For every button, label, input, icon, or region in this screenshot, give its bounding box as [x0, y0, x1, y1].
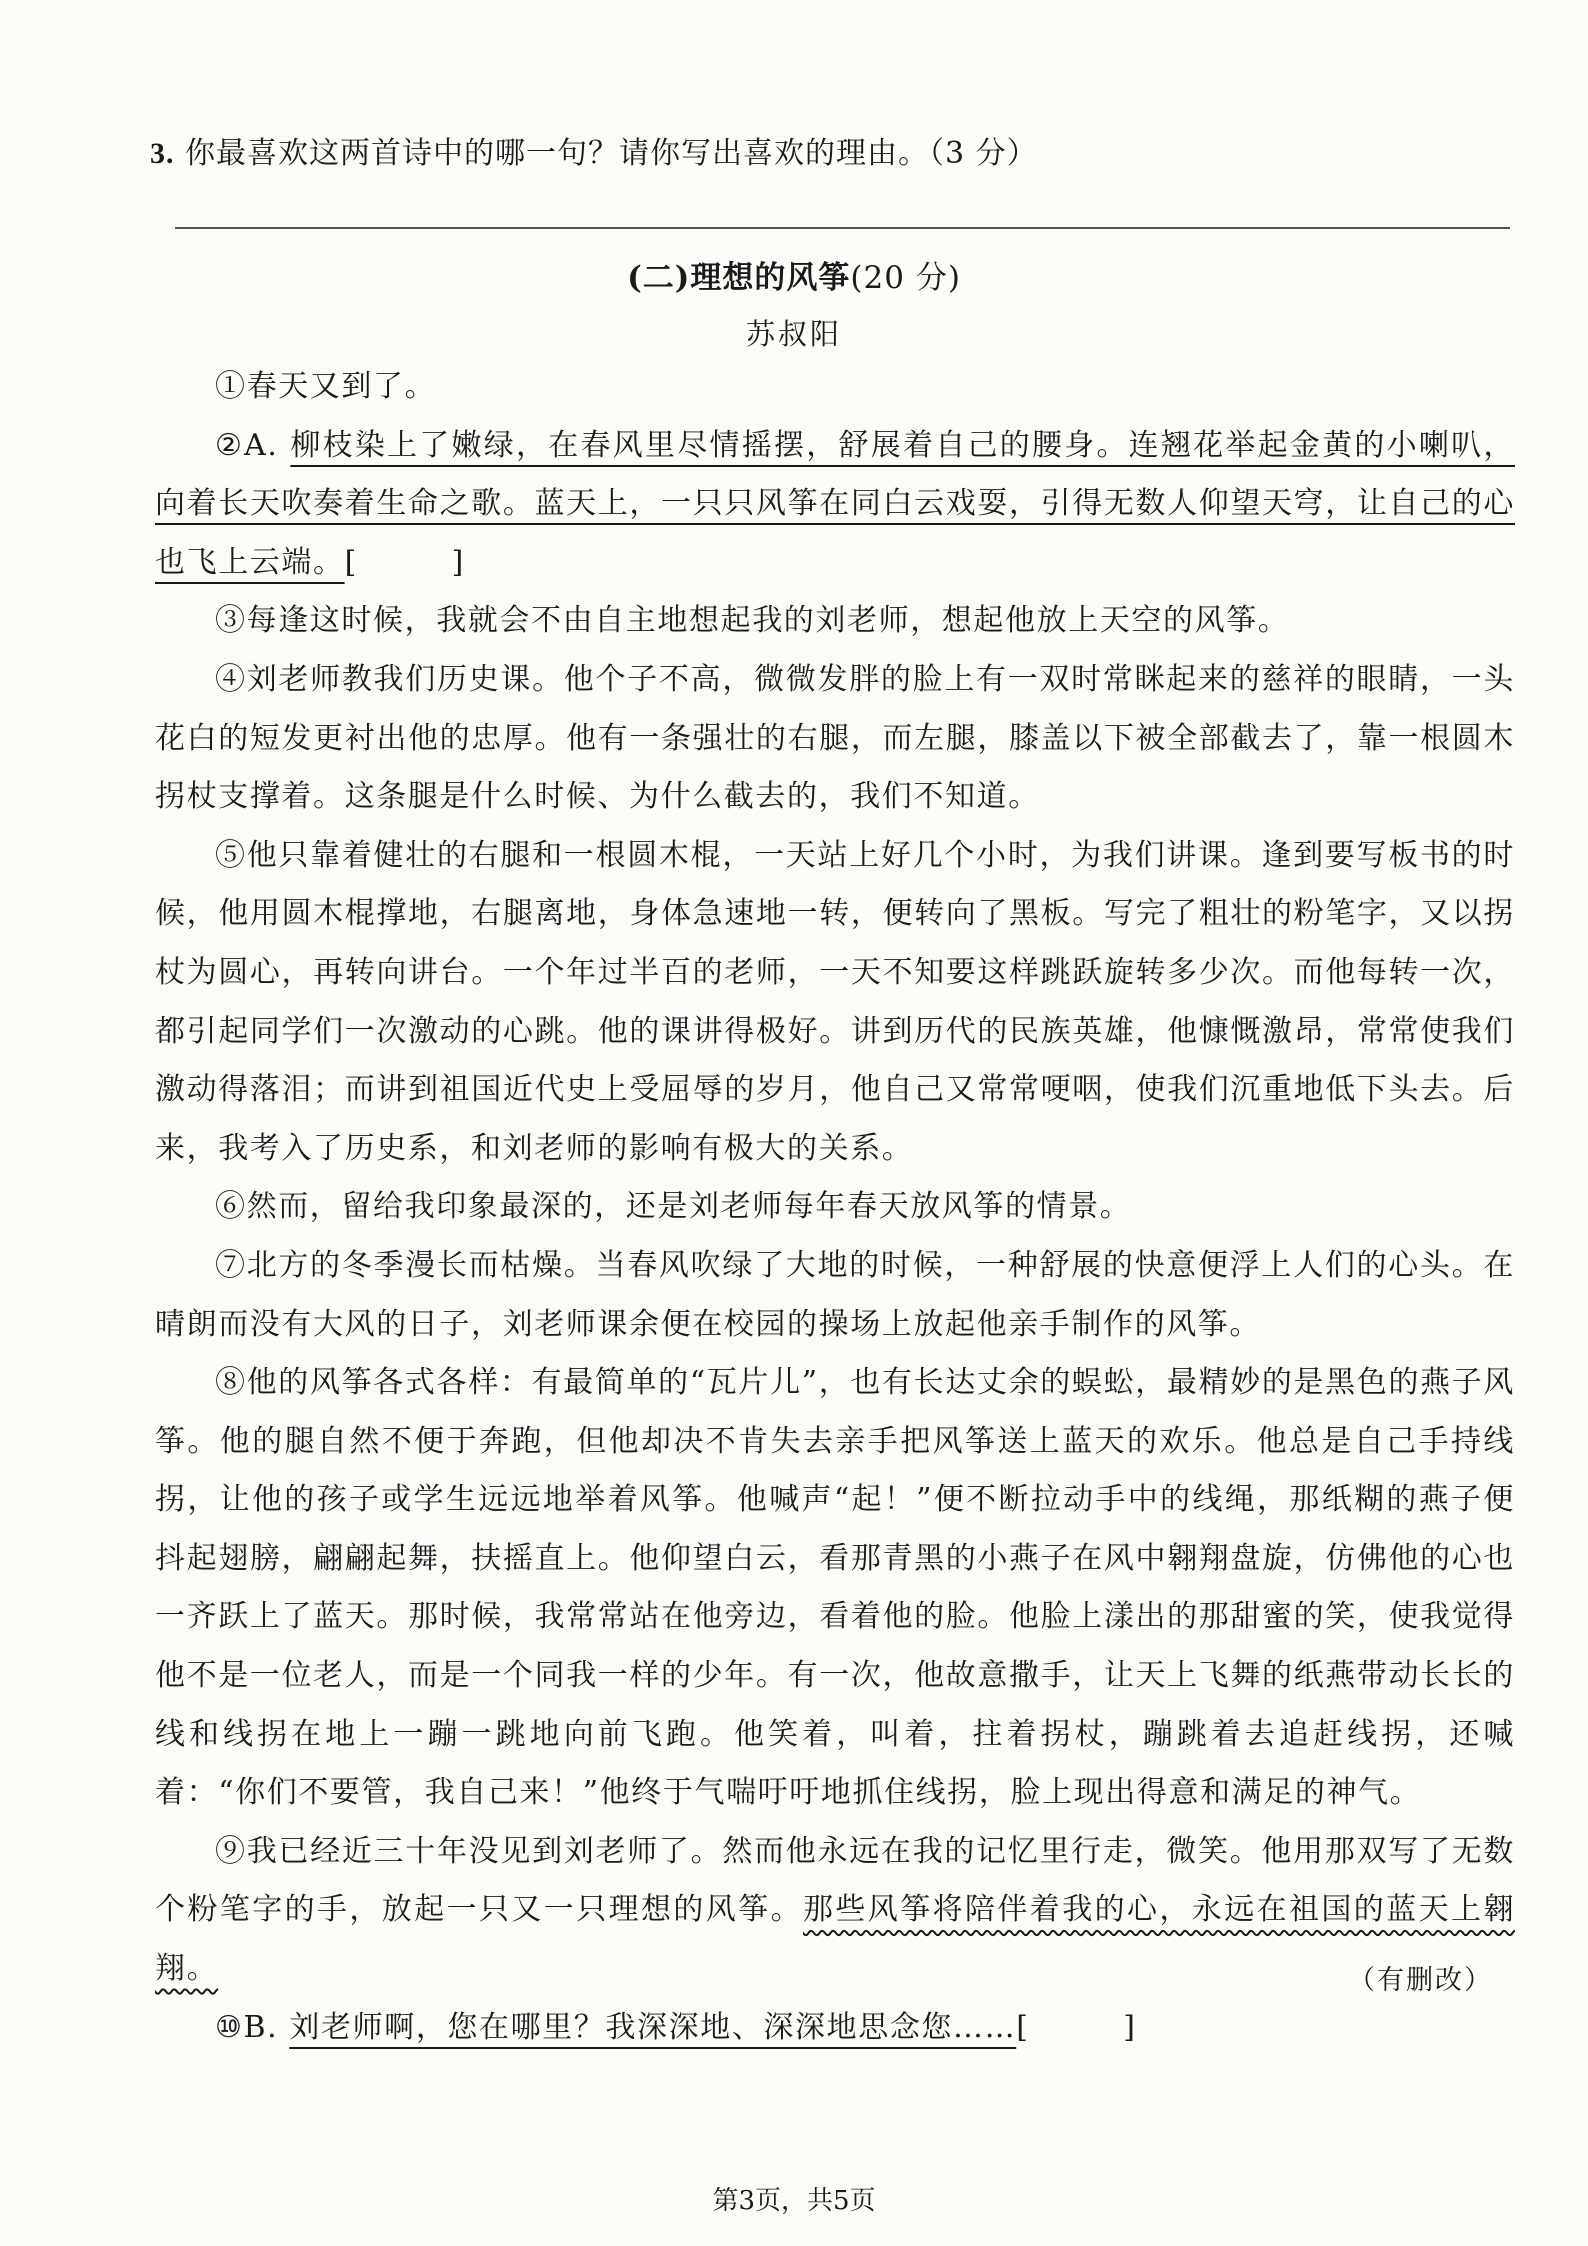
paragraph-1: ①春天又到了。: [215, 369, 437, 404]
article-title-text: (二)理想的风筝: [627, 260, 851, 296]
question-number: 3.: [150, 137, 175, 170]
edit-note: （有删改）: [1348, 1965, 1493, 1996]
article-body: [155, 358, 1515, 2057]
paragraph-9-wavy: 那些风筝将陪伴着我的心，永远在祖国的蓝天上翱翔。: [155, 1892, 1515, 1987]
article-score: (20 分): [850, 260, 961, 296]
paragraph-6: ⑥然而，留给我印象最深的，还是刘老师每年春天放风筝的情景。: [215, 1189, 1132, 1225]
article-title: [0, 252, 1588, 297]
question-3: [150, 128, 1038, 172]
question-text: 你最喜欢这两首诗中的哪一句？请你写出喜欢的理由。（3 分）: [185, 136, 1038, 171]
paragraph-5: ⑤他只靠着健壮的右腿和一根圆木棍，一天站上好几个小时，为我们讲课。逢到要写板书的时候，他用圆木棍撑地，右腿离地，身体急速地一转，便转向了黑板。写完了粗壮的粉笔字，又以拐杖为圆心，再转向讲台。一个年过半百的老师，一天不知要这样跳跃旋转多少次。而他每转一次，都引起同学们一次激动的心跳。他的课讲得极好。讲到历代的民族英雄，他慷慨激昂，常常使我们激动得落泪；而讲到祖国近代史上受屈辱的岁月，他自己又常常哽咽，使我们沉重地低下头去。后来，我考入了历史系，和刘老师的影响有极大的关系。: [155, 837, 1515, 1166]
paragraph-7: ⑦北方的冬季漫长而枯燥。当春风吹绿了大地的时候，一种舒展的快意便浮上人们的心头。在晴朗而没有大风的日子，刘老师课余便在校园的操场上放起他亲手制作的风筝。: [155, 1247, 1515, 1342]
paragraph-2: [155, 417, 1515, 593]
answer-bracket-a: [ ]: [344, 544, 464, 580]
paragraph-9: [155, 1823, 1515, 1999]
paragraph-10: [155, 1999, 1515, 2058]
answer-bracket-b: [ ]: [1016, 2009, 1136, 2045]
paragraph-8: ⑧他的风筝各式各样：有最简单的“瓦片儿”，也有长达丈余的蜈蚣，最精妙的是黑色的燕子风筝。他的腿自然不便于奔跑，但他却决不肯失去亲手把风筝送上蓝天的欢乐。他总是自己手持线拐，让他的孩子或学生远远地举着风筝。他喊声“起！”便不断拉动手中的线绳，那纸糊的燕子便抖起翅膀，翩翩起舞，扶摇直上。他仰望白云，看那青黑的小燕子在风中翱翔盘旋，仿佛他的心也一齐跃上了蓝天。那时候，我常常站在他旁边，看着他的脸。他脸上漾出的那甜蜜的笑，使我觉得他不是一位老人，而是一个同我一样的少年。有一次，他故意撒手，让天上飞舞的纸燕带动长长的线和线拐在地上一蹦一跳地向前飞跑。他笑着，叫着，拄着拐杖，蹦跳着去追赶线拐，还喊着：“你们不要管，我自己来！”他终于气喘吁吁地抓住线拐，脸上现出得意和满足的神气。: [155, 1365, 1515, 1811]
paragraph-9-text: ⑨我已经近三十年没见到刘老师了。然而他永远在我的记忆里行走，微笑。他用那双写了无数个粉笔字的手，放起一只又一只理想的风筝。: [155, 1833, 1515, 1928]
paragraph-10-label: ⑩B.: [215, 2009, 290, 2045]
section-divider: [175, 227, 1510, 229]
paragraph-2-underlined: 柳枝染上了嫩绿，在春风里尽情摇摆，舒展着自己的腰身。连翘花举起金黄的小喇叭，向着长天吹奏着生命之歌。蓝天上，一只只风筝在同白云戏耍，引得无数人仰望天穹，让自己的心也飞上云端。: [155, 427, 1515, 580]
article-author: 苏叔阳: [745, 317, 842, 351]
paragraph-4: ④刘老师教我们历史课。他个子不高，微微发胖的脸上有一双时常眯起来的慈祥的眼睛，一头花白的短发更衬出他的忠厚。他有一条强壮的右腿，而左腿，膝盖以下被全部截去了，靠一根圆木拐杖支撑着。这条腿是什么时候、为什么截去的，我们不知道。: [155, 661, 1515, 815]
paragraph-10-underlined: 刘老师啊，您在哪里？我深深地、深深地思念您……: [289, 2009, 1017, 2045]
page-number: 第3页，共5页: [712, 2186, 876, 2216]
paragraph-2-label: ②A.: [215, 427, 291, 463]
paragraph-3: ③每逢这时候，我就会不由自主地想起我的刘老师，想起他放上天空的风筝。: [215, 603, 1290, 639]
